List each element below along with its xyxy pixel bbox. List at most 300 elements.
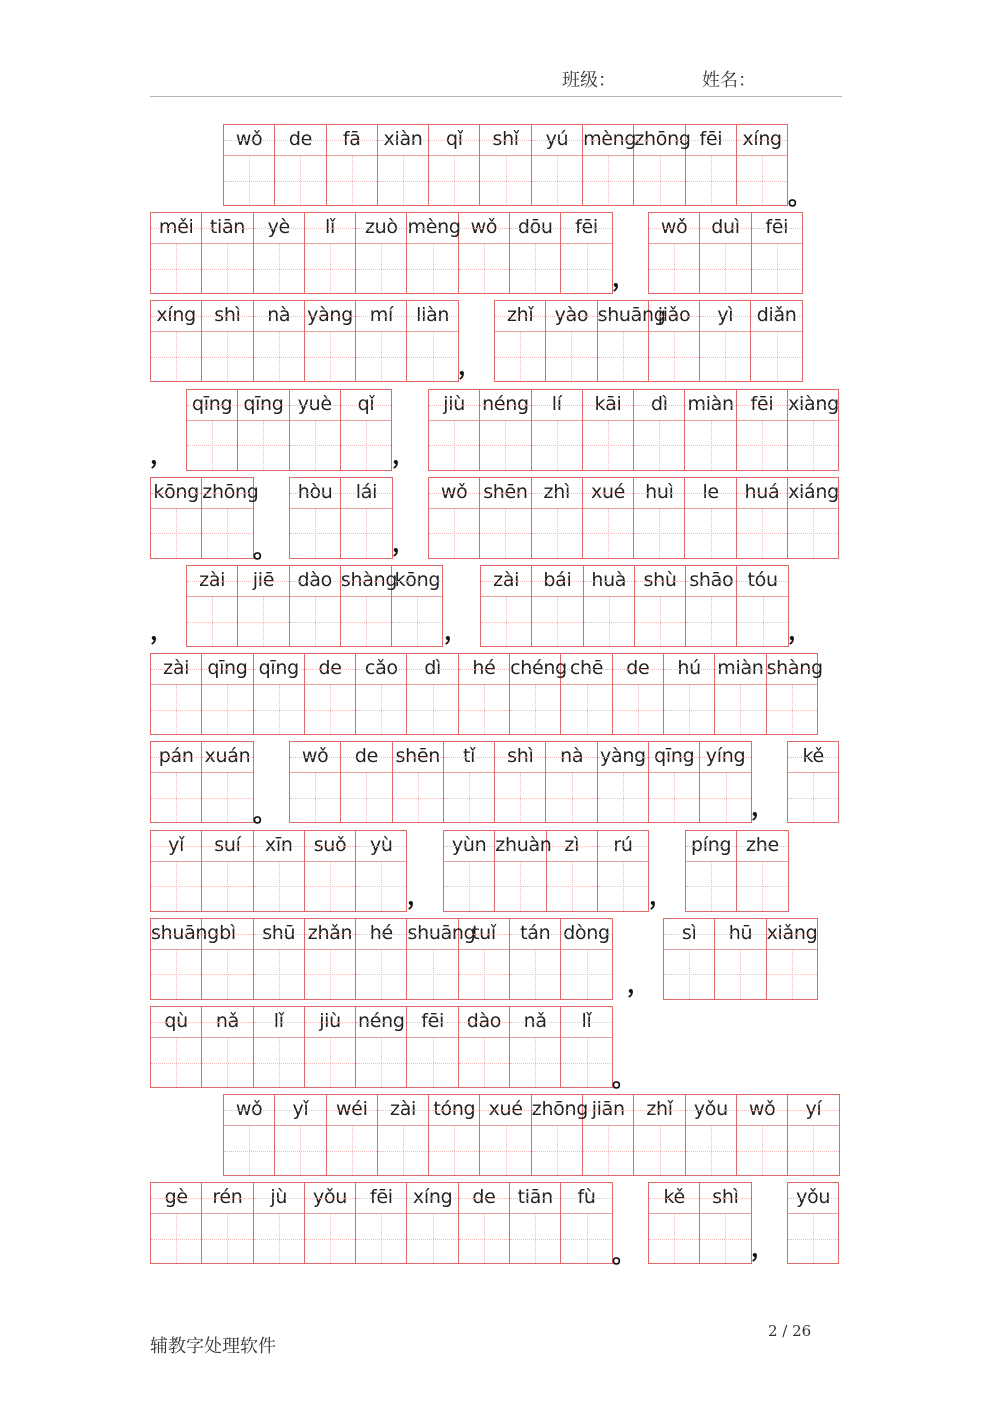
writing-cell[interactable] — [788, 477, 839, 559]
hanzi-box[interactable] — [341, 773, 391, 822]
hanzi-box[interactable] — [305, 1038, 355, 1087]
hanzi-box[interactable] — [686, 156, 736, 205]
hanzi-box[interactable] — [151, 773, 201, 822]
hanzi-box[interactable] — [481, 597, 531, 646]
hanzi-box[interactable] — [202, 332, 252, 381]
writing-cell[interactable] — [305, 212, 356, 294]
writing-cell[interactable] — [151, 1182, 202, 1264]
writing-cell[interactable] — [583, 389, 634, 471]
hanzi-box[interactable] — [254, 862, 304, 911]
writing-cell[interactable] — [767, 918, 818, 1000]
writing-cell[interactable] — [583, 124, 637, 206]
writing-cell[interactable] — [407, 1182, 458, 1264]
hanzi-box[interactable] — [598, 862, 648, 911]
writing-cell[interactable] — [429, 477, 480, 559]
writing-cell[interactable] — [495, 300, 546, 382]
writing-cell[interactable] — [305, 1006, 356, 1088]
hanzi-box[interactable] — [715, 685, 765, 734]
hanzi-box[interactable] — [187, 597, 237, 646]
hanzi-box[interactable] — [737, 1126, 787, 1175]
writing-cell[interactable] — [459, 1182, 510, 1264]
hanzi-box[interactable] — [649, 332, 699, 381]
writing-cell[interactable] — [429, 124, 480, 206]
hanzi-box[interactable] — [700, 1214, 750, 1263]
writing-cell[interactable] — [187, 389, 238, 471]
hanzi-box[interactable] — [305, 862, 355, 911]
hanzi-box[interactable] — [341, 421, 391, 470]
writing-cell[interactable] — [788, 389, 839, 471]
hanzi-box[interactable] — [686, 1126, 736, 1175]
hanzi-box[interactable] — [444, 773, 494, 822]
writing-cell[interactable] — [459, 1006, 510, 1088]
writing-cell[interactable] — [737, 1094, 788, 1176]
hanzi-box[interactable] — [356, 244, 406, 293]
writing-cell[interactable] — [495, 741, 546, 823]
writing-cell[interactable] — [583, 477, 634, 559]
hanzi-box[interactable] — [224, 1126, 274, 1175]
writing-cell[interactable] — [664, 918, 715, 1000]
writing-cell[interactable] — [481, 565, 532, 647]
hanzi-box[interactable] — [613, 685, 663, 734]
writing-cell[interactable] — [459, 918, 510, 1000]
hanzi-box[interactable] — [407, 244, 457, 293]
writing-cell[interactable] — [202, 1182, 253, 1264]
writing-cell[interactable] — [290, 389, 341, 471]
hanzi-box[interactable] — [459, 1038, 509, 1087]
writing-cell[interactable] — [737, 565, 788, 647]
writing-cell[interactable] — [341, 477, 392, 559]
writing-cell[interactable] — [238, 389, 289, 471]
writing-cell[interactable] — [151, 300, 202, 382]
hanzi-box[interactable] — [378, 156, 428, 205]
hanzi-box[interactable] — [407, 685, 457, 734]
hanzi-box[interactable] — [510, 950, 560, 999]
hanzi-box[interactable] — [635, 597, 685, 646]
hanzi-box[interactable] — [634, 156, 684, 205]
hanzi-box[interactable] — [356, 950, 406, 999]
writing-cell[interactable] — [429, 1094, 480, 1176]
writing-cell[interactable] — [634, 124, 691, 206]
hanzi-box[interactable] — [378, 1126, 428, 1175]
hanzi-box[interactable] — [151, 509, 201, 558]
writing-cell[interactable] — [532, 565, 583, 647]
writing-cell[interactable] — [561, 1006, 612, 1088]
hanzi-box[interactable] — [532, 421, 582, 470]
hanzi-box[interactable] — [407, 1038, 457, 1087]
hanzi-box[interactable] — [407, 332, 457, 381]
hanzi-box[interactable] — [429, 156, 479, 205]
writing-cell[interactable] — [480, 124, 531, 206]
writing-cell[interactable] — [510, 1182, 561, 1264]
writing-cell[interactable] — [561, 1182, 612, 1264]
hanzi-box[interactable] — [737, 156, 787, 205]
writing-cell[interactable] — [510, 918, 561, 1000]
hanzi-box[interactable] — [151, 685, 201, 734]
writing-cell[interactable] — [737, 830, 788, 912]
hanzi-box[interactable] — [224, 156, 274, 205]
hanzi-box[interactable] — [151, 1214, 201, 1263]
hanzi-box[interactable] — [341, 509, 391, 558]
writing-cell[interactable] — [649, 300, 700, 382]
hanzi-box[interactable] — [700, 244, 750, 293]
writing-cell[interactable] — [649, 741, 700, 823]
hanzi-box[interactable] — [788, 509, 838, 558]
writing-cell[interactable] — [356, 1182, 407, 1264]
hanzi-box[interactable] — [459, 685, 509, 734]
writing-cell[interactable] — [700, 741, 751, 823]
hanzi-box[interactable] — [444, 862, 494, 911]
hanzi-box[interactable] — [151, 244, 201, 293]
writing-cell[interactable] — [392, 565, 443, 647]
writing-cell[interactable] — [700, 212, 751, 294]
writing-cell[interactable] — [393, 741, 444, 823]
writing-cell[interactable] — [378, 124, 429, 206]
hanzi-box[interactable] — [561, 1214, 611, 1263]
writing-cell[interactable] — [407, 653, 458, 735]
hanzi-box[interactable] — [480, 421, 530, 470]
hanzi-box[interactable] — [685, 509, 735, 558]
writing-cell[interactable] — [613, 653, 664, 735]
writing-cell[interactable] — [547, 830, 598, 912]
writing-cell[interactable] — [305, 653, 356, 735]
hanzi-box[interactable] — [356, 1214, 406, 1263]
hanzi-box[interactable] — [561, 685, 611, 734]
hanzi-box[interactable] — [583, 1126, 633, 1175]
hanzi-box[interactable] — [598, 332, 648, 381]
hanzi-box[interactable] — [392, 597, 442, 646]
writing-cell[interactable] — [664, 653, 715, 735]
hanzi-box[interactable] — [532, 597, 582, 646]
writing-cell[interactable] — [275, 1094, 326, 1176]
hanzi-box[interactable] — [356, 1038, 406, 1087]
writing-cell[interactable] — [275, 124, 326, 206]
writing-cell[interactable] — [495, 830, 552, 912]
writing-cell[interactable] — [737, 389, 788, 471]
writing-cell[interactable] — [546, 741, 597, 823]
hanzi-box[interactable] — [532, 1126, 582, 1175]
hanzi-box[interactable] — [429, 509, 479, 558]
writing-cell[interactable] — [635, 565, 686, 647]
writing-cell[interactable] — [634, 1094, 685, 1176]
writing-cell[interactable] — [356, 212, 407, 294]
hanzi-box[interactable] — [510, 685, 560, 734]
writing-cell[interactable] — [634, 477, 685, 559]
writing-cell[interactable] — [597, 300, 666, 382]
writing-cell[interactable] — [305, 300, 356, 382]
writing-cell[interactable] — [751, 300, 802, 382]
writing-cell[interactable] — [561, 212, 612, 294]
writing-cell[interactable] — [532, 389, 583, 471]
writing-cell[interactable] — [202, 918, 253, 1000]
writing-cell[interactable] — [715, 653, 766, 735]
writing-cell[interactable] — [254, 1182, 305, 1264]
hanzi-box[interactable] — [254, 332, 304, 381]
writing-cell[interactable] — [290, 741, 341, 823]
hanzi-box[interactable] — [480, 156, 530, 205]
hanzi-box[interactable] — [752, 244, 802, 293]
hanzi-box[interactable] — [767, 950, 817, 999]
hanzi-box[interactable] — [254, 1214, 304, 1263]
writing-cell[interactable] — [305, 830, 356, 912]
hanzi-box[interactable] — [151, 332, 201, 381]
writing-cell[interactable] — [254, 918, 305, 1000]
writing-cell[interactable] — [290, 565, 341, 647]
writing-cell[interactable] — [561, 653, 612, 735]
hanzi-box[interactable] — [583, 421, 633, 470]
writing-cell[interactable] — [187, 565, 238, 647]
hanzi-box[interactable] — [686, 862, 736, 911]
hanzi-box[interactable] — [275, 156, 325, 205]
writing-cell[interactable] — [378, 1094, 429, 1176]
hanzi-box[interactable] — [254, 685, 304, 734]
hanzi-box[interactable] — [532, 156, 582, 205]
hanzi-box[interactable] — [546, 773, 596, 822]
hanzi-box[interactable] — [480, 1126, 530, 1175]
writing-cell[interactable] — [356, 918, 407, 1000]
hanzi-box[interactable] — [305, 950, 355, 999]
hanzi-box[interactable] — [737, 862, 787, 911]
hanzi-box[interactable] — [254, 244, 304, 293]
writing-cell[interactable] — [407, 1006, 458, 1088]
writing-cell[interactable] — [598, 741, 649, 823]
writing-cell[interactable] — [700, 300, 751, 382]
hanzi-box[interactable] — [788, 421, 838, 470]
hanzi-box[interactable] — [290, 597, 340, 646]
writing-cell[interactable] — [356, 1006, 407, 1088]
hanzi-box[interactable] — [634, 421, 684, 470]
hanzi-box[interactable] — [598, 773, 648, 822]
writing-cell[interactable] — [788, 1094, 839, 1176]
writing-cell[interactable] — [407, 300, 458, 382]
hanzi-box[interactable] — [275, 1126, 325, 1175]
hanzi-box[interactable] — [495, 773, 545, 822]
writing-cell[interactable] — [290, 477, 341, 559]
hanzi-box[interactable] — [788, 1214, 838, 1263]
writing-cell[interactable] — [444, 741, 495, 823]
hanzi-box[interactable] — [510, 244, 560, 293]
writing-cell[interactable] — [151, 918, 219, 1000]
hanzi-box[interactable] — [767, 685, 817, 734]
writing-cell[interactable] — [634, 389, 685, 471]
writing-cell[interactable] — [356, 300, 407, 382]
hanzi-box[interactable] — [561, 244, 611, 293]
writing-cell[interactable] — [649, 212, 700, 294]
hanzi-box[interactable] — [715, 950, 765, 999]
hanzi-box[interactable] — [700, 773, 750, 822]
hanzi-box[interactable] — [634, 509, 684, 558]
writing-cell[interactable] — [686, 565, 737, 647]
writing-cell[interactable] — [202, 477, 259, 559]
hanzi-box[interactable] — [737, 509, 787, 558]
hanzi-box[interactable] — [547, 862, 597, 911]
writing-cell[interactable] — [737, 477, 788, 559]
hanzi-box[interactable] — [151, 1038, 201, 1087]
hanzi-box[interactable] — [649, 1214, 699, 1263]
hanzi-box[interactable] — [407, 1214, 457, 1263]
hanzi-box[interactable] — [327, 1126, 377, 1175]
writing-cell[interactable] — [224, 124, 275, 206]
writing-cell[interactable] — [583, 1094, 634, 1176]
hanzi-box[interactable] — [495, 862, 545, 911]
writing-cell[interactable] — [737, 124, 788, 206]
writing-cell[interactable] — [510, 1006, 561, 1088]
hanzi-box[interactable] — [254, 1038, 304, 1087]
hanzi-box[interactable] — [305, 332, 355, 381]
writing-cell[interactable] — [151, 1006, 202, 1088]
hanzi-box[interactable] — [649, 244, 699, 293]
writing-cell[interactable] — [340, 565, 398, 647]
writing-cell[interactable] — [700, 1182, 751, 1264]
hanzi-box[interactable] — [700, 332, 750, 381]
hanzi-box[interactable] — [202, 509, 252, 558]
writing-cell[interactable] — [327, 124, 378, 206]
hanzi-box[interactable] — [202, 862, 252, 911]
hanzi-box[interactable] — [290, 421, 340, 470]
writing-cell[interactable] — [532, 477, 583, 559]
hanzi-box[interactable] — [459, 950, 509, 999]
writing-cell[interactable] — [444, 830, 495, 912]
hanzi-box[interactable] — [685, 421, 735, 470]
writing-cell[interactable] — [407, 918, 476, 1000]
hanzi-box[interactable] — [459, 244, 509, 293]
writing-cell[interactable] — [327, 1094, 378, 1176]
hanzi-box[interactable] — [238, 421, 288, 470]
hanzi-box[interactable] — [393, 773, 443, 822]
hanzi-box[interactable] — [584, 597, 634, 646]
hanzi-box[interactable] — [788, 773, 838, 822]
hanzi-box[interactable] — [202, 773, 252, 822]
writing-cell[interactable] — [238, 565, 289, 647]
writing-cell[interactable] — [480, 389, 531, 471]
writing-cell[interactable] — [788, 741, 839, 823]
hanzi-box[interactable] — [429, 1126, 479, 1175]
hanzi-box[interactable] — [510, 1038, 560, 1087]
hanzi-box[interactable] — [305, 685, 355, 734]
hanzi-box[interactable] — [356, 862, 406, 911]
hanzi-box[interactable] — [202, 1038, 252, 1087]
hanzi-box[interactable] — [407, 950, 457, 999]
hanzi-box[interactable] — [151, 950, 201, 999]
writing-cell[interactable] — [584, 565, 635, 647]
writing-cell[interactable] — [480, 1094, 531, 1176]
hanzi-box[interactable] — [649, 773, 699, 822]
hanzi-box[interactable] — [788, 1126, 838, 1175]
writing-cell[interactable] — [480, 477, 531, 559]
hanzi-box[interactable] — [480, 509, 530, 558]
writing-cell[interactable] — [341, 741, 392, 823]
writing-cell[interactable] — [151, 212, 202, 294]
hanzi-box[interactable] — [686, 597, 736, 646]
hanzi-box[interactable] — [583, 156, 633, 205]
writing-cell[interactable] — [356, 653, 407, 735]
writing-cell[interactable] — [459, 653, 510, 735]
writing-cell[interactable] — [202, 300, 253, 382]
writing-cell[interactable] — [685, 389, 736, 471]
writing-cell[interactable] — [510, 653, 567, 735]
hanzi-box[interactable] — [202, 244, 252, 293]
writing-cell[interactable] — [788, 1182, 839, 1264]
hanzi-box[interactable] — [634, 1126, 684, 1175]
hanzi-box[interactable] — [561, 1038, 611, 1087]
writing-cell[interactable] — [151, 830, 202, 912]
writing-cell[interactable] — [598, 830, 649, 912]
hanzi-box[interactable] — [341, 597, 391, 646]
hanzi-box[interactable] — [356, 685, 406, 734]
hanzi-box[interactable] — [202, 685, 252, 734]
writing-cell[interactable] — [766, 653, 823, 735]
writing-cell[interactable] — [151, 741, 202, 823]
writing-cell[interactable] — [546, 300, 597, 382]
hanzi-box[interactable] — [664, 685, 714, 734]
writing-cell[interactable] — [202, 830, 253, 912]
hanzi-box[interactable] — [327, 156, 377, 205]
writing-cell[interactable] — [341, 389, 392, 471]
hanzi-box[interactable] — [305, 244, 355, 293]
writing-cell[interactable] — [531, 1094, 589, 1176]
hanzi-box[interactable] — [546, 332, 596, 381]
hanzi-box[interactable] — [664, 950, 714, 999]
writing-cell[interactable] — [356, 830, 407, 912]
hanzi-box[interactable] — [429, 421, 479, 470]
hanzi-box[interactable] — [532, 509, 582, 558]
writing-cell[interactable] — [151, 477, 202, 559]
hanzi-box[interactable] — [583, 509, 633, 558]
hanzi-box[interactable] — [290, 773, 340, 822]
writing-cell[interactable] — [685, 477, 736, 559]
hanzi-box[interactable] — [290, 509, 340, 558]
writing-cell[interactable] — [532, 124, 583, 206]
writing-cell[interactable] — [202, 741, 253, 823]
writing-cell[interactable] — [686, 124, 737, 206]
writing-cell[interactable] — [715, 918, 766, 1000]
hanzi-box[interactable] — [202, 1214, 252, 1263]
writing-cell[interactable] — [510, 212, 561, 294]
hanzi-box[interactable] — [459, 1214, 509, 1263]
hanzi-box[interactable] — [238, 597, 288, 646]
hanzi-box[interactable] — [187, 421, 237, 470]
writing-cell[interactable] — [561, 918, 612, 1000]
writing-cell[interactable] — [305, 1182, 356, 1264]
hanzi-box[interactable] — [151, 862, 201, 911]
hanzi-box[interactable] — [356, 332, 406, 381]
writing-cell[interactable] — [429, 389, 480, 471]
writing-cell[interactable] — [254, 300, 305, 382]
writing-cell[interactable] — [459, 212, 510, 294]
writing-cell[interactable] — [254, 653, 305, 735]
writing-cell[interactable] — [202, 212, 253, 294]
writing-cell[interactable] — [407, 212, 461, 294]
writing-cell[interactable] — [151, 653, 202, 735]
hanzi-box[interactable] — [737, 597, 787, 646]
hanzi-box[interactable] — [737, 421, 787, 470]
hanzi-box[interactable] — [495, 332, 545, 381]
writing-cell[interactable] — [686, 830, 737, 912]
hanzi-box[interactable] — [751, 332, 801, 381]
writing-cell[interactable] — [254, 212, 305, 294]
writing-cell[interactable] — [686, 1094, 737, 1176]
hanzi-box[interactable] — [202, 950, 252, 999]
writing-cell[interactable] — [649, 1182, 700, 1264]
writing-cell[interactable] — [202, 653, 253, 735]
writing-cell[interactable] — [224, 1094, 275, 1176]
writing-cell[interactable] — [254, 1006, 305, 1088]
writing-cell[interactable] — [305, 918, 356, 1000]
writing-cell[interactable] — [202, 1006, 253, 1088]
writing-cell[interactable] — [752, 212, 803, 294]
hanzi-box[interactable] — [561, 950, 611, 999]
hanzi-box[interactable] — [305, 1214, 355, 1263]
writing-cell[interactable] — [254, 830, 305, 912]
